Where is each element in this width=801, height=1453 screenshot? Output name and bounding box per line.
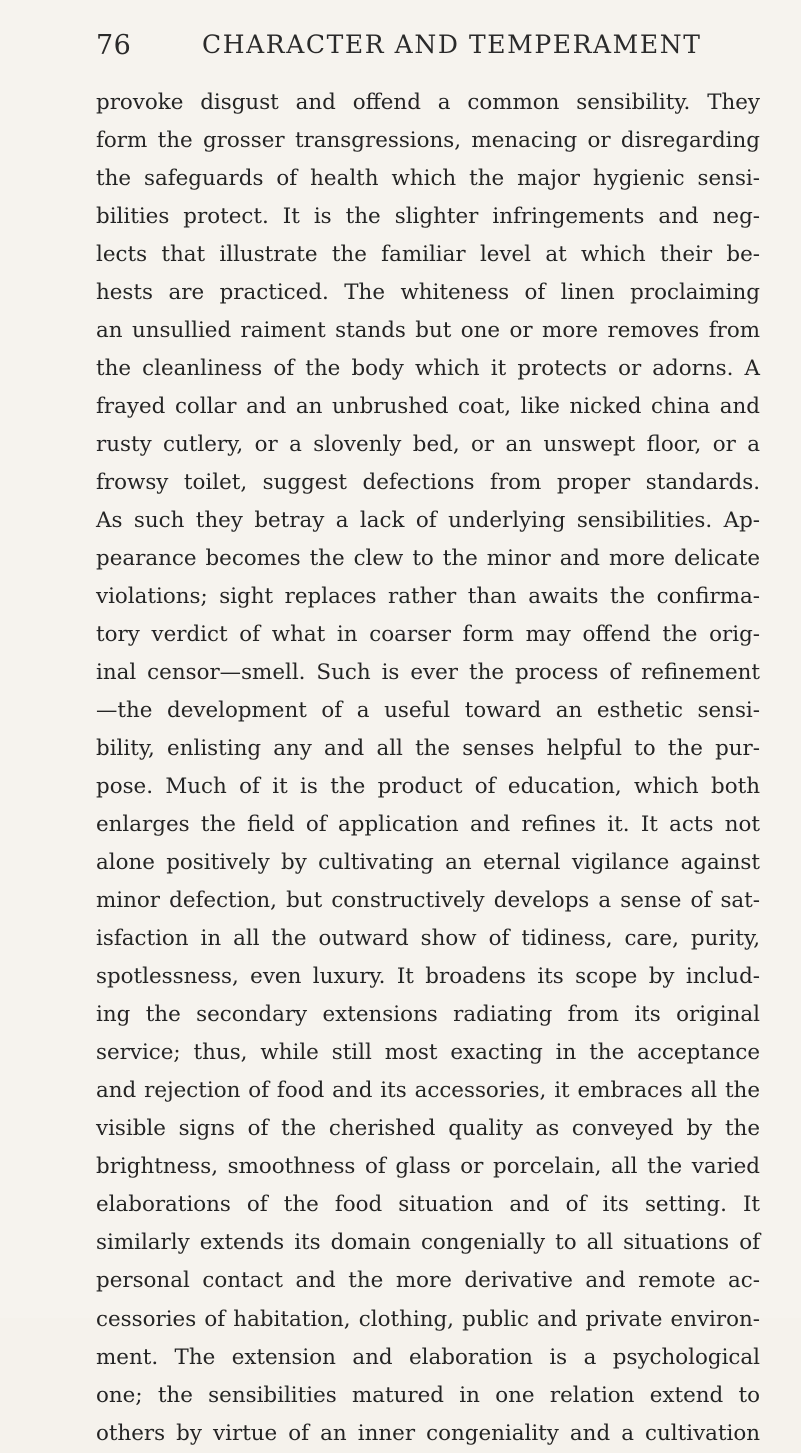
text-line: rusty cutlery, or a slovenly bed, or an unswept floor, or a bbox=[96, 432, 760, 458]
text-line: alone positively by cultivating an eternal vigilance against bbox=[96, 850, 760, 876]
text-line: violations; sight replaces rather than awaits the confirma- bbox=[96, 584, 760, 610]
text-line: enlarges the field of application and refines it. It acts not bbox=[96, 812, 760, 838]
text-line: visible signs of the cherished quality as conveyed by the bbox=[96, 1116, 760, 1142]
text-line: ment. The extension and elaboration is a psychological bbox=[96, 1344, 760, 1370]
page-number: 76 bbox=[96, 30, 132, 61]
text-line: similarly extends its domain congenially to all situations of bbox=[96, 1230, 760, 1256]
body-text bbox=[96, 84, 760, 1453]
text-line: and rejection of food and its accessories, it embraces all the bbox=[96, 1078, 760, 1104]
text-line: one; the sensibilities matured in one relation extend to bbox=[96, 1382, 760, 1408]
text-line: isfaction in all the outward show of tidiness, care, purity, bbox=[96, 926, 760, 952]
text-line: service; thus, while still most exacting in the acceptance bbox=[96, 1040, 760, 1066]
text-line: the cleanliness of the body which it protects or adorns. A bbox=[96, 356, 760, 382]
text-line: elaborations of the food situation and of its setting. It bbox=[96, 1192, 760, 1218]
text-line: pose. Much of it is the product of education, which both bbox=[96, 774, 760, 800]
text-line: spotlessness, even luxury. It broadens its scope by includ- bbox=[96, 964, 760, 990]
text-line: provoke disgust and offend a common sensibility. They bbox=[96, 90, 760, 115]
text-line: others by virtue of an inner congeniality and a cultivation bbox=[96, 1420, 760, 1446]
text-line: inal censor—smell. Such is ever the process of refinement bbox=[96, 660, 760, 686]
text-line: lects that illustrate the familiar level at which their be- bbox=[96, 242, 760, 268]
text-line: cessories of habitation, clothing, public and private environ- bbox=[96, 1306, 760, 1332]
text-line: —the development of a useful toward an esthetic sensi- bbox=[96, 698, 760, 724]
text-line: the safeguards of health which the major hygienic sensi- bbox=[96, 166, 760, 192]
text-line: ing the secondary extensions radiating from its original bbox=[96, 1002, 760, 1028]
text-line: an unsullied raiment stands but one or more removes from bbox=[96, 318, 760, 344]
text-line: pearance becomes the clew to the minor and more delicate bbox=[96, 546, 760, 572]
text-line: brightness, smoothness of glass or porcelain, all the varied bbox=[96, 1154, 760, 1180]
text-line: bilities protect. It is the slighter infringements and neg- bbox=[96, 204, 760, 230]
text-line: bility, enlisting any and all the senses helpful to the pur- bbox=[96, 736, 760, 762]
text-line: frowsy toilet, suggest defections from proper standards. bbox=[96, 470, 760, 496]
running-head: CHARACTER AND TEMPERAMENT bbox=[202, 30, 702, 59]
text-line: tory verdict of what in coarser form may offend the orig- bbox=[96, 622, 760, 648]
text-line: hests are practiced. The whiteness of linen proclaiming bbox=[96, 280, 760, 306]
text-line: form the grosser transgressions, menacing or disregarding bbox=[96, 128, 760, 154]
text-line: As such they betray a lack of underlying sensibilities. Ap- bbox=[96, 508, 760, 534]
text-line: personal contact and the more derivative and remote ac- bbox=[96, 1268, 760, 1294]
text-line: frayed collar and an unbrushed coat, like nicked china and bbox=[96, 394, 760, 420]
text-line: minor defection, but constructively develops a sense of sat- bbox=[96, 888, 760, 914]
page-header bbox=[96, 30, 716, 70]
